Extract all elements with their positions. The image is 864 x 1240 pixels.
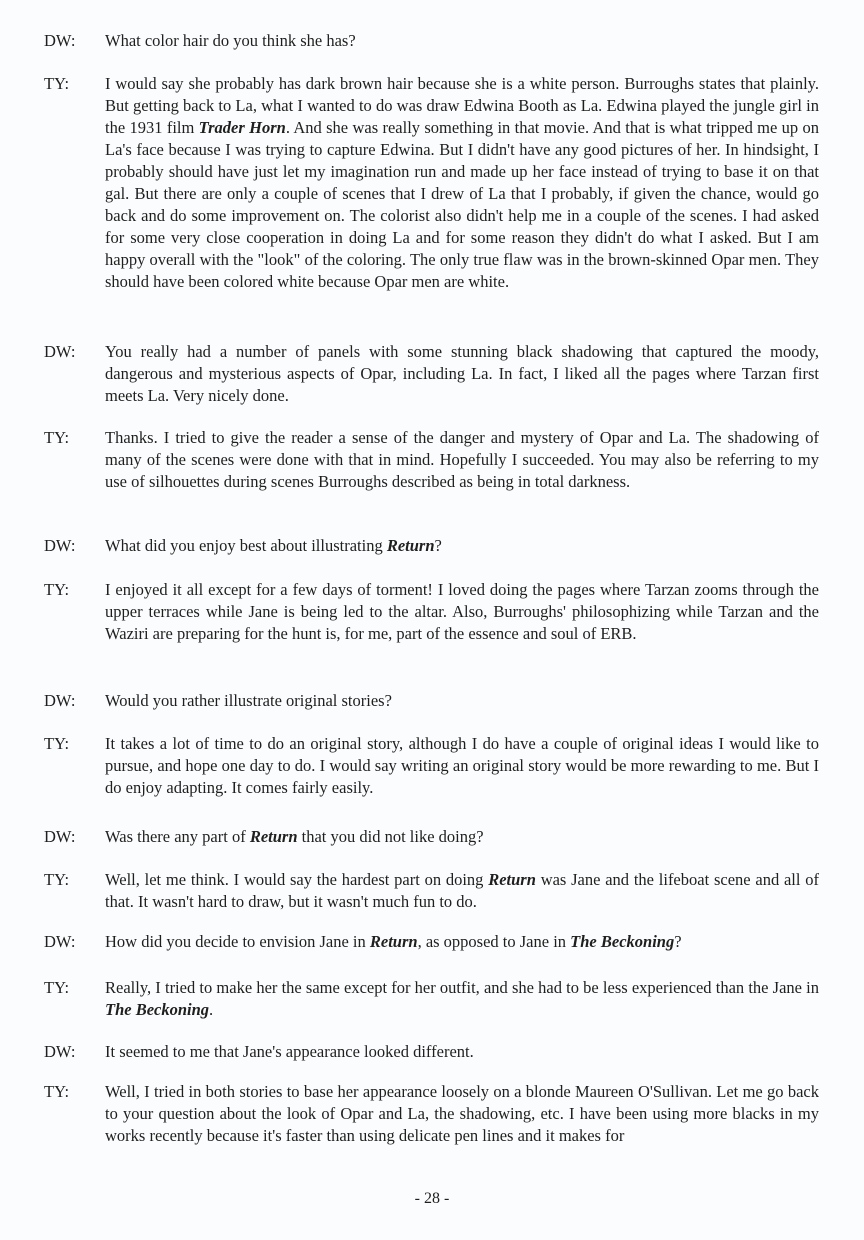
text-span: Was there any part of — [105, 827, 250, 846]
text-span: You really had a number of panels with some stunning black shadowing that captured the moody, dangerous and mysterious aspects of Opar, including La. In fact, I liked all the pages where Tarzan first meets La. Very nicely done. — [105, 342, 819, 405]
entry-text — [105, 869, 819, 913]
speaker-label: TY: — [44, 978, 70, 997]
text-span: What did you enjoy best about illustrating — [105, 536, 387, 555]
transcript-entry — [44, 826, 819, 848]
title-emphasis: Return — [488, 870, 536, 889]
title-emphasis: The Beckoning — [570, 932, 675, 951]
transcript-entry — [44, 931, 819, 953]
speaker-label: TY: — [44, 734, 70, 753]
speaker-label: TY: — [44, 870, 70, 889]
text-span: I would say she probably has dark brown hair because she is a white person. Burroughs states that plainly. But getting back to La, what I wanted to do was draw Edwina Booth as La. Edwina played the jungle girl in the 1931 film — [105, 74, 819, 137]
speaker-label: DW: — [44, 932, 76, 951]
text-span: How did you decide to envision Jane in — [105, 932, 370, 951]
text-span: Well, let me think. I would say the hardest part on doing — [105, 870, 489, 889]
title-emphasis: Trader Horn — [198, 118, 286, 137]
title-emphasis: Return — [249, 827, 298, 846]
transcript-entry — [44, 1081, 819, 1147]
speaker-label: TY: — [44, 580, 70, 599]
speaker-label: DW: — [44, 536, 76, 555]
text-span: ? — [674, 932, 682, 951]
speaker-label: DW: — [44, 31, 76, 50]
text-span: It seemed to me that Jane's appearance looked different. — [105, 1042, 474, 1061]
entry-text — [105, 1081, 819, 1147]
text-span: Well, I tried in both stories to base her appearance loosely on a blonde Maureen O'Sullivan. Let me go back to your question about the look of Opar and La, the shadowing, etc. I have been using more blacks in my works recently because it's faster than using delicate pen lines and it makes for — [105, 1082, 819, 1145]
text-span: I enjoyed it all except for a few days of torment! I loved doing the pages where Tarzan zooms through the upper terraces while Jane is being led to the altar. Also, Burroughs' philosophizing while Tarzan and the Waziri are preparing for the hunt is, for me, part of the essence and soul of ERB. — [105, 580, 819, 643]
entry-text — [105, 1041, 819, 1063]
transcript-entry — [44, 869, 819, 913]
speaker-label: TY: — [44, 1082, 70, 1101]
title-emphasis: The Beckoning — [105, 1000, 210, 1019]
entry-text — [105, 535, 819, 557]
entry-text — [105, 977, 819, 1021]
entry-text — [105, 931, 819, 953]
transcript-entry — [44, 535, 819, 557]
transcript-entry — [44, 733, 819, 799]
transcript-entry — [44, 579, 819, 645]
transcript-entry — [44, 1041, 819, 1063]
speaker-label: DW: — [44, 691, 76, 710]
entry-text — [105, 733, 819, 799]
transcript-entry — [44, 341, 819, 407]
transcript-entry — [44, 427, 819, 493]
speaker-label: DW: — [44, 342, 76, 361]
speaker-label: DW: — [44, 827, 76, 846]
text-span: that you did not like doing? — [297, 827, 484, 846]
entry-text — [105, 579, 819, 645]
transcript-entry — [44, 977, 819, 1021]
entry-text — [105, 427, 819, 493]
title-emphasis: Return — [386, 536, 435, 555]
text-span: , as opposed to Jane in — [417, 932, 571, 951]
text-span: Would you rather illustrate original stories? — [105, 691, 392, 710]
entry-text — [105, 690, 819, 712]
text-span: was Jane and the lifeboat scene and all of that. It wasn't hard to draw, but it wasn't much fun to do. — [105, 870, 819, 911]
speaker-label: DW: — [44, 1042, 76, 1061]
speaker-label: TY: — [44, 74, 70, 93]
transcript-entry — [44, 690, 819, 712]
text-span: What color hair do you think she has? — [105, 31, 356, 50]
entry-text — [105, 341, 819, 407]
entry-text — [105, 30, 819, 52]
text-span: Really, I tried to make her the same except for her outfit, and she had to be less experienced than the Jane in — [105, 978, 819, 997]
speaker-label: TY: — [44, 428, 70, 447]
title-emphasis: Return — [369, 932, 418, 951]
text-span: . — [209, 1000, 214, 1019]
transcript-entry — [44, 30, 819, 52]
text-span: . And she was really something in that movie. And that is what tripped me up on La's face because I was trying to capture Edwina. But I didn't have any good pictures of her. In hindsight, I probably should have just let my imagination run and made up her face instead of trying to base it on that gal. But there are only a couple of scenes that I drew of La that I probably, if given the chance, would go back and do some improvement on. The colorist also didn't help me in a couple of the scenes. I had asked for some very close cooperation in doing La and for some reason they didn't do what I asked. But I am happy overall with the "look" of the coloring. The only true flaw was in the brown-skinned Opar men. They should have been colored white because Opar men are white. — [105, 118, 819, 291]
page-number: - 28 - — [414, 1190, 450, 1207]
entry-text — [105, 73, 819, 293]
entry-text — [105, 826, 819, 848]
text-span: Thanks. I tried to give the reader a sense of the danger and mystery of Opar and La. The shadowing of many of the scenes were done with that in mind. Hopefully I succeeded. You may also be referring to my use of silhouettes during scenes Burroughs described as being in total darkness. — [105, 428, 819, 491]
text-span: It takes a lot of time to do an original story, although I do have a couple of original ideas I would like to pursue, and hope one day to do. I would say writing an original story would be more rewarding to me. But I do enjoy adapting. It comes fairly easily. — [105, 734, 819, 797]
text-span: ? — [434, 536, 442, 555]
transcript-entry — [44, 73, 819, 293]
